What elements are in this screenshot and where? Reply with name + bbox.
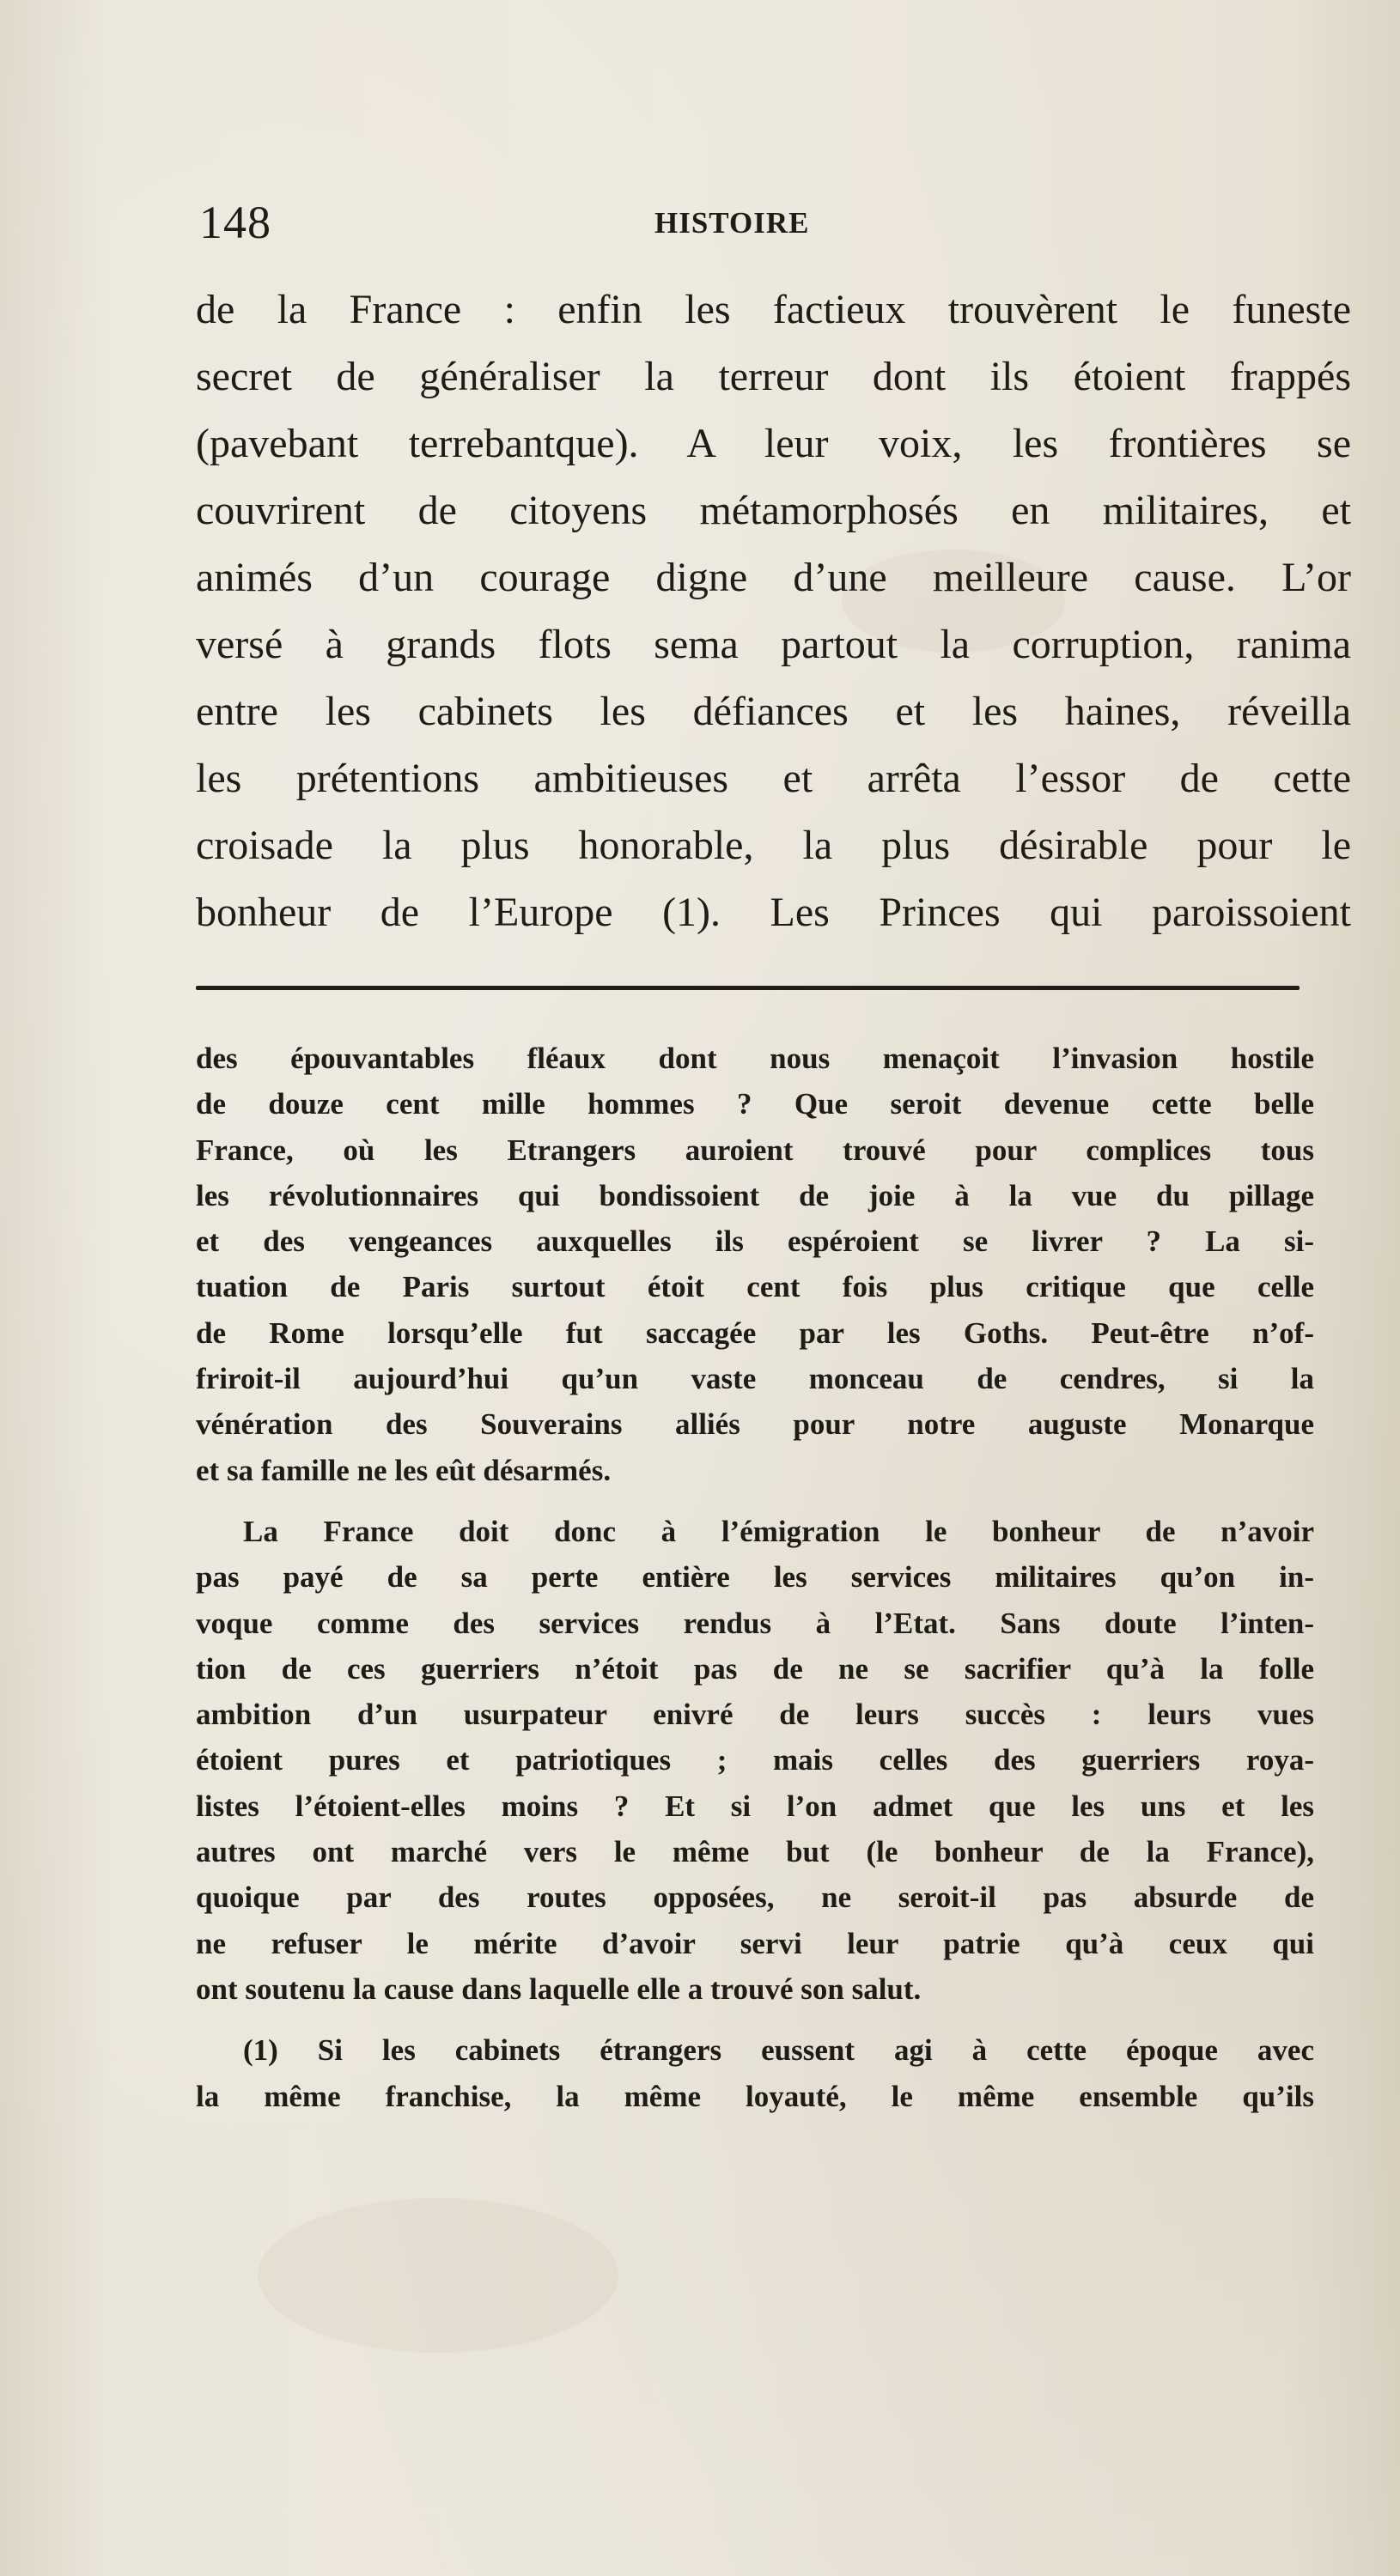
paragraph-spacer bbox=[196, 1493, 1314, 1509]
footnote-line: ont soutenu la cause dans laquelle elle a trouvé son salut. bbox=[196, 1971, 922, 2006]
main-text bbox=[196, 276, 1351, 946]
text-line: couvrirent de citoyens métamorphosés en militaires, et bbox=[196, 488, 1351, 533]
text-line: secret de généraliser la terreur dont ils étoient frappés bbox=[196, 354, 1351, 399]
footnote-line: ne refuser le mérite d’avoir servi leur patrie qu’à ceux qui bbox=[196, 1926, 1314, 1960]
footnote-line: vénération des Souverains alliés pour notre auguste Monarque bbox=[196, 1407, 1314, 1442]
text-line: animés d’un courage digne d’une meilleure cause. L’or bbox=[196, 555, 1351, 600]
text-line: bonheur de l’Europe (1). Les Princes qui paroissoient bbox=[196, 890, 1351, 935]
footnote-line: listes l’étoient-elles moins ? Et si l’on admet que les uns et les bbox=[196, 1789, 1314, 1823]
footnote-1 bbox=[196, 2027, 1314, 2119]
footnote-line: tion de ces guerriers n’étoit pas de ne se sacrifier qu’à la folle bbox=[196, 1651, 1314, 1686]
footnote-line: (1) Si les cabinets étrangers eussent agi à cette époque avec bbox=[243, 2033, 1314, 2068]
footnotes bbox=[196, 1036, 1314, 2119]
footnote-line: tuation de Paris surtout étoit cent fois plus critique que celle bbox=[196, 1270, 1314, 1304]
footnote-rule bbox=[196, 986, 1300, 990]
paper-stain bbox=[258, 2198, 618, 2353]
text-line: croisade la plus honorable, la plus désirable pour le bbox=[196, 823, 1351, 868]
footnote-line: ambition d’un usurpateur enivré de leurs succès : leurs vues bbox=[196, 1698, 1314, 1732]
paragraph-spacer bbox=[196, 2012, 1314, 2027]
footnote-line: friroit-il aujourd’hui qu’un vaste monceau de cendres, si la bbox=[196, 1362, 1314, 1396]
footnote-line: autres ont marché vers le même but (le bonheur de la France), bbox=[196, 1835, 1314, 1869]
footnote-line: voque comme des services rendus à l’Etat. Sans doute l’inten- bbox=[196, 1606, 1314, 1640]
text-line: entre les cabinets les défiances et les haines, réveilla bbox=[196, 689, 1351, 734]
footnote-line: la même franchise, la même loyauté, le même ensemble qu’ils bbox=[196, 2079, 1314, 2113]
footnote-continuation bbox=[196, 1036, 1314, 1493]
page-number: 148 bbox=[199, 197, 271, 248]
text-line: de la France : enfin les factieux trouvèrent le funeste bbox=[196, 287, 1351, 332]
page-header bbox=[199, 196, 1307, 256]
footnote-line: de douze cent mille hommes ? Que seroit devenue cette belle bbox=[196, 1087, 1314, 1121]
footnote-line: pas payé de sa perte entière les services militaires qu’on in- bbox=[196, 1560, 1314, 1595]
footnote-line: des épouvantables fléaux dont nous menaçoit l’invasion hostile bbox=[196, 1042, 1314, 1075]
text-line: versé à grands flots sema partout la corruption, ranima bbox=[196, 622, 1351, 667]
footnote-line: et des vengeances auxquelles ils espéroient se livrer ? La si- bbox=[196, 1224, 1314, 1259]
text-line: (pavebant terrebantque). A leur voix, les frontières se bbox=[196, 421, 1351, 466]
footnote-line: France, où les Etrangers auroient trouvé pour complices tous bbox=[196, 1133, 1314, 1167]
footnote-line: quoique par des routes opposées, ne seroit-il pas absurde de bbox=[196, 1880, 1314, 1915]
footnote-line: La France doit donc à l’émigration le bonheur de n’avoir bbox=[243, 1514, 1314, 1548]
footnote-line: et sa famille ne les eût désarmés. bbox=[196, 1453, 612, 1487]
footnote-line: étoient pures et patriotiques ; mais celles des guerriers roya- bbox=[196, 1743, 1314, 1777]
footnote-line: de Rome lorsqu’elle fut saccagée par les Goths. Peut-être n’of- bbox=[196, 1315, 1314, 1350]
running-title: HISTOIRE bbox=[654, 206, 810, 240]
text-line: les prétentions ambitieuses et arrêta l’essor de cette bbox=[196, 756, 1351, 801]
footnote-line: les révolutionnaires qui bondissoient de joie à la vue du pillage bbox=[196, 1178, 1314, 1212]
footnote-paragraph bbox=[196, 1509, 1314, 2012]
